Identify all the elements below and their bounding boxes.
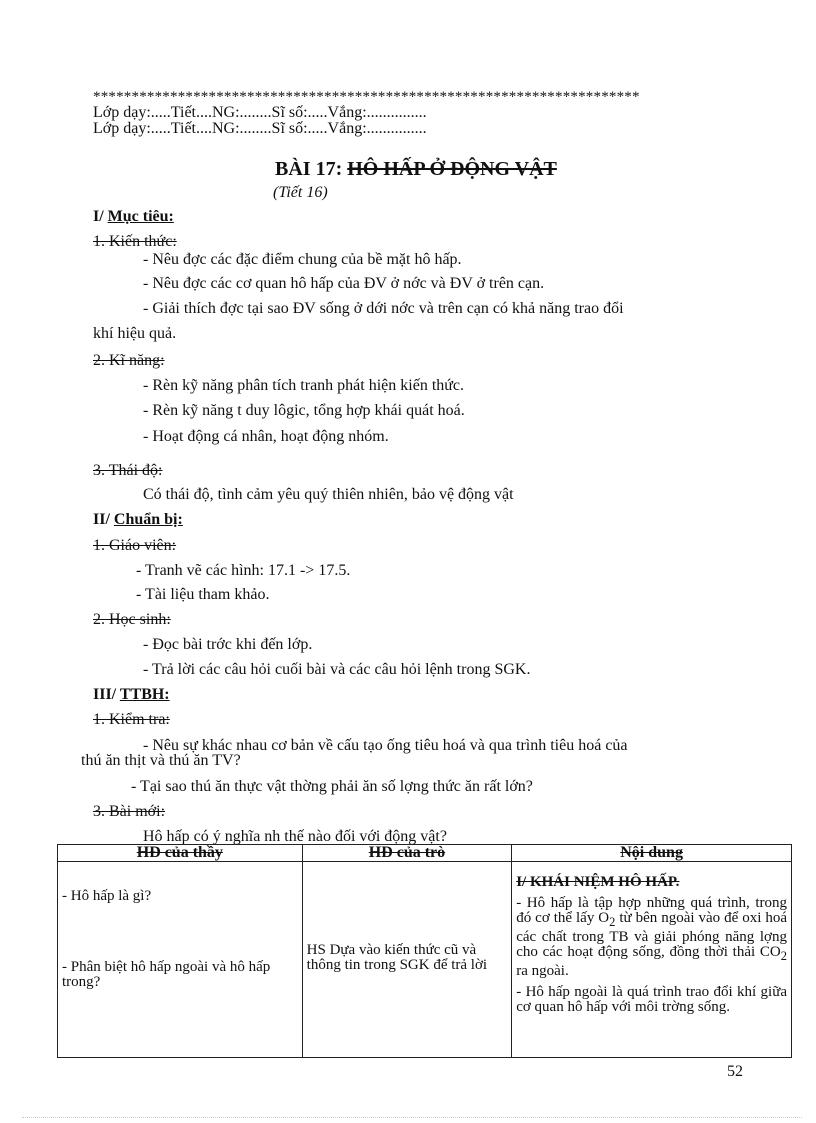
teacher-activity-cell	[58, 862, 303, 1058]
lesson-topic: HÔ HẤP Ở ĐỘNG VẬT	[347, 158, 557, 180]
student-prep-item-2: - Trả lời các câu hỏi cuối bài và các câu hỏi lệnh trong SGK.	[143, 661, 531, 678]
teacher-prep-heading: 1. Giáo viên:	[93, 537, 177, 554]
content-cell	[512, 862, 792, 1058]
lesson-activity-table	[57, 844, 792, 1058]
review-question-2: - Tại sao thú ăn thực vật thờng phải ăn số lợng thức ăn rất lớn?	[131, 778, 533, 795]
page-number: 52	[727, 1063, 743, 1080]
student-prep-item-1: - Đọc bài trớc khi đến lớp.	[143, 636, 313, 653]
class-info-line-2: Lớp dạy:.....Tiết....NG:........Sĩ số:.....Vắng:...............	[93, 120, 427, 137]
separator-stars: ***********************************************************************	[93, 89, 640, 105]
attitude-text: Có thái độ, tình cảm yêu quý thiên nhiên, bảo vệ động vật	[143, 486, 514, 503]
review-heading: 1. Kiểm tra:	[93, 711, 170, 728]
skills-item-1: - Rèn kỹ năng phân tích tranh phát hiện kiến thức.	[143, 377, 465, 394]
knowledge-item-2: - Nêu đợc các cơ quan hô hấp của ĐV ở nớc và ĐV ở trên cạn.	[143, 275, 545, 292]
section-3-roman: III/	[93, 686, 120, 703]
section-1-title: Mục tiêu:	[107, 208, 174, 225]
header-student-activity: HĐ của trò	[302, 845, 512, 862]
bottom-dotted-line	[22, 1117, 802, 1118]
new-lesson-intro: Hô hấp có ý nghĩa nh thế nào đối với động vật?	[143, 828, 447, 845]
section-3-title: TTBH:	[119, 686, 170, 703]
content-p1-part-a: - Hô hấp là tập hợp những quá trình, trong đó cơ thể lấy O	[516, 895, 787, 926]
content-heading: I/ KHÁI NIỆM HÔ HẤP.	[516, 874, 680, 890]
class-info-line-1: Lớp dạy:.....Tiết....NG:........Sĩ số:.....Vắng:...............	[93, 104, 427, 121]
teacher-question-2: - Phân biệt hô hấp ngoài và hô hấp trong?	[62, 959, 271, 990]
student-activity-text: HS Dựa vào kiến thức cũ và thông tin trong SGK để trả lời	[306, 942, 488, 973]
knowledge-item-1: - Nêu đợc các đặc điểm chung của bề mặt hô hấp.	[143, 251, 462, 268]
knowledge-item-3-cont: khí hiệu quả.	[93, 325, 177, 342]
section-1-roman: I/	[93, 208, 108, 225]
co2-subscript: 2	[780, 949, 787, 963]
table-header-row	[58, 845, 792, 862]
header-content: Nội dung	[512, 845, 792, 862]
content-p1-part-c: ra ngoài.	[516, 963, 569, 979]
content-p1-part-b: từ bên ngoài vào để oxi hoá các chất trong TB và giải phóng năng lợng cho các hoạt động sống, đồng thời thải CO	[516, 910, 787, 960]
skills-item-2: - Rèn kỹ năng t duy lôgic, tổng hợp khái quát hoá.	[143, 402, 465, 419]
new-lesson-heading: 3. Bài mới:	[93, 803, 166, 820]
lesson-title	[275, 158, 557, 181]
knowledge-heading: 1. Kiến thức:	[93, 233, 177, 250]
lesson-subtitle: (Tiết 16)	[273, 184, 328, 201]
skills-heading: 2. Kĩ năng:	[93, 352, 165, 369]
review-question-1-line-1: - Nêu sự khác nhau cơ bản về cấu tạo ống tiêu hoá và qua trình tiêu hoá của	[143, 737, 628, 754]
teacher-prep-item-2: - Tài liệu tham khảo.	[136, 586, 270, 603]
lesson-number: BÀI 17:	[275, 158, 348, 180]
header-teacher-activity: HĐ của thầy	[58, 845, 303, 862]
table-row	[58, 862, 792, 1058]
skills-item-3: - Hoạt động cá nhân, hoạt động nhóm.	[143, 428, 389, 445]
attitude-heading: 3. Thái độ:	[93, 462, 163, 479]
section-2-roman: II/	[93, 511, 114, 528]
teacher-prep-item-1: - Tranh vẽ các hình: 17.1 -> 17.5.	[136, 562, 351, 579]
knowledge-item-3: - Giải thích đợc tại sao ĐV sống ở dới nớc và trên cạn có khả năng trao đổi	[143, 300, 624, 317]
review-question-1-line-2: thú ăn thịt và thú ăn TV?	[81, 752, 241, 769]
student-activity-cell	[302, 862, 512, 1058]
section-2-title: Chuẩn bị:	[113, 511, 183, 528]
content-paragraph-2: - Hô hấp ngoài là quá trình trao đổi khí giữa cơ quan hô hấp với môi trờng sống.	[516, 984, 787, 1015]
o2-subscript: 2	[609, 915, 616, 929]
section-3-heading	[93, 686, 170, 704]
teacher-question-1: - Hô hấp là gì?	[62, 888, 152, 904]
content-paragraph-1	[516, 896, 787, 979]
section-1-heading	[93, 208, 174, 226]
section-2-heading	[93, 511, 183, 529]
student-prep-heading: 2. Học sinh:	[93, 611, 171, 628]
